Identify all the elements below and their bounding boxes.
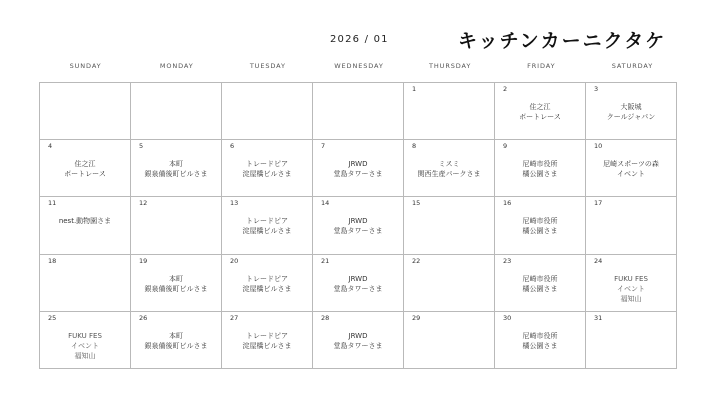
calendar-day-cell[interactable] (222, 255, 313, 312)
calendar-day-cell[interactable] (131, 140, 222, 197)
weekday-friday: FRIDAY (527, 62, 556, 70)
calendar-day-cell[interactable] (313, 140, 404, 197)
event-line: 堂島タワーさま (333, 284, 383, 293)
calendar-day-cell[interactable] (495, 83, 586, 140)
event-line: イベント (617, 284, 645, 293)
weekday-header-row (40, 62, 678, 70)
calendar-day-cell[interactable] (40, 312, 131, 369)
event-line: JRWD (348, 160, 368, 169)
event-line: 淀屋橋ビルさま (242, 227, 292, 236)
calendar-day-cell[interactable] (404, 140, 495, 197)
event-entry (40, 159, 130, 179)
event-entry (313, 331, 403, 351)
event-line: 尼崎スポーツの森 (603, 160, 659, 169)
event-entry (313, 216, 403, 236)
calendar-day-cell[interactable] (313, 83, 404, 140)
day-number: 9 (503, 142, 508, 151)
day-number: 7 (321, 142, 326, 151)
calendar-day-cell[interactable] (313, 197, 404, 254)
day-number: 5 (139, 142, 144, 151)
event-line: 淀屋橋ビルさま (242, 341, 292, 350)
weekday-thursday: THURSDAY (429, 62, 472, 70)
calendar-grid (39, 82, 677, 369)
event-entry (131, 274, 221, 294)
event-line: 橘公園さま (522, 341, 558, 350)
event-line: JRWD (348, 217, 368, 226)
day-number: 21 (321, 256, 330, 265)
event-line: FUKU FES (614, 274, 648, 283)
event-line: ミスミ (438, 160, 460, 169)
month-label: 2026 / 01 (330, 34, 389, 45)
event-line: 福知山 (620, 294, 642, 303)
event-line: ボートレース (64, 170, 106, 179)
event-entry (586, 274, 676, 304)
event-entry (586, 102, 676, 122)
calendar-day-cell[interactable] (404, 83, 495, 140)
event-entry (40, 216, 130, 226)
event-line: ボートレース (519, 113, 561, 121)
day-number: 27 (230, 313, 239, 322)
event-line: クールジャパン (606, 113, 656, 121)
day-number: 14 (321, 199, 330, 208)
event-entry (131, 159, 221, 179)
day-number: 26 (139, 313, 148, 322)
event-line: 銀泉備後町ビルさま (144, 170, 208, 179)
calendar-day-cell[interactable] (404, 255, 495, 312)
event-line: 尼崎市役所 (522, 160, 558, 169)
day-number: 17 (594, 199, 603, 208)
event-entry (222, 274, 312, 294)
day-number: 18 (48, 256, 57, 265)
event-entry (131, 331, 221, 351)
event-entry (495, 102, 585, 122)
event-line: トレードピア (246, 274, 288, 283)
event-line: 福知山 (74, 351, 96, 360)
event-entry (495, 216, 585, 236)
event-entry (586, 159, 676, 179)
calendar-day-cell[interactable] (495, 140, 586, 197)
event-entry (404, 159, 494, 179)
event-line: 堂島タワーさま (333, 170, 383, 179)
calendar-day-cell[interactable] (586, 140, 677, 197)
event-line: トレードピア (246, 160, 288, 169)
day-number: 25 (48, 313, 57, 322)
weekday-saturday: SATURDAY (611, 62, 654, 70)
event-entry (495, 274, 585, 294)
calendar-day-cell[interactable] (40, 197, 131, 254)
event-line: 橘公園さま (522, 170, 558, 179)
day-number: 1 (412, 85, 417, 93)
event-line: FUKU FES (68, 331, 102, 340)
calendar-day-cell[interactable] (131, 312, 222, 369)
calendar-day-cell[interactable] (40, 83, 131, 140)
day-number: 10 (594, 142, 603, 151)
event-entry (313, 159, 403, 179)
event-line: 橘公園さま (522, 284, 558, 293)
day-number: 31 (594, 313, 603, 322)
event-line: トレードピア (246, 331, 288, 340)
day-number: 24 (594, 256, 603, 265)
event-line: 大阪城 (620, 103, 642, 111)
event-line: 住之江 (529, 103, 551, 111)
day-number: 3 (594, 85, 599, 93)
event-line: 本町 (169, 274, 183, 283)
calendar-day-cell[interactable] (222, 140, 313, 197)
event-line: イベント (617, 170, 645, 179)
calendar-day-cell[interactable] (495, 197, 586, 254)
weekday-wednesday: WEDNESDAY (334, 62, 384, 70)
calendar-day-cell[interactable] (586, 197, 677, 254)
calendar-day-cell[interactable] (222, 83, 313, 140)
event-line: イベント (71, 341, 99, 350)
event-line: nest.動物園さま (58, 217, 112, 226)
day-number: 30 (503, 313, 512, 322)
event-line: JRWD (348, 274, 368, 283)
calendar-day-cell[interactable] (586, 312, 677, 369)
event-line: 住之江 (74, 160, 96, 169)
day-number: 6 (230, 142, 235, 151)
day-number: 19 (139, 256, 148, 265)
event-line: 尼崎市役所 (522, 331, 558, 340)
event-entry (313, 274, 403, 294)
weekday-sunday: SUNDAY (69, 62, 102, 70)
event-line: 堂島タワーさま (333, 227, 383, 236)
calendar-day-cell[interactable] (222, 197, 313, 254)
event-line: 淀屋橋ビルさま (242, 284, 292, 293)
weekday-tuesday: TUESDAY (249, 62, 286, 70)
day-number: 16 (503, 199, 512, 208)
calendar-day-cell[interactable] (313, 255, 404, 312)
calendar-day-cell[interactable] (495, 255, 586, 312)
calendar-day-cell[interactable] (404, 197, 495, 254)
event-line: 橘公園さま (522, 227, 558, 236)
calendar-day-cell[interactable] (131, 197, 222, 254)
event-line: 銀泉備後町ビルさま (144, 284, 208, 293)
day-number: 22 (412, 256, 421, 265)
calendar-day-cell[interactable] (40, 140, 131, 197)
event-line: 本町 (169, 160, 183, 169)
event-line: トレードピア (246, 217, 288, 226)
event-line: 銀泉備後町ビルさま (144, 341, 208, 350)
weekday-monday: MONDAY (159, 62, 194, 70)
day-number: 8 (412, 142, 417, 151)
event-line: 淀屋橋ビルさま (242, 170, 292, 179)
day-number: 13 (230, 199, 239, 208)
day-number: 20 (230, 256, 239, 265)
event-entry (222, 159, 312, 179)
calendar-day-cell[interactable] (131, 83, 222, 140)
event-line: 堂島タワーさま (333, 341, 383, 350)
day-number: 12 (139, 199, 148, 208)
event-entry (222, 331, 312, 351)
calendar-day-cell[interactable] (586, 255, 677, 312)
event-line: JRWD (348, 331, 368, 340)
calendar-day-cell[interactable] (131, 255, 222, 312)
day-number: 11 (48, 199, 57, 208)
day-number: 15 (412, 199, 421, 208)
event-entry (40, 331, 130, 361)
event-entry (222, 216, 312, 236)
event-line: 尼崎市役所 (522, 274, 558, 283)
calendar-day-cell[interactable] (313, 312, 404, 369)
event-line: 本町 (169, 331, 183, 340)
event-line: 尼崎市役所 (522, 217, 558, 226)
event-entry (495, 331, 585, 351)
day-number: 23 (503, 256, 512, 265)
calendar-day-cell[interactable] (586, 83, 677, 140)
event-entry (495, 159, 585, 179)
calendar-day-cell[interactable] (40, 255, 131, 312)
calendar-title: キッチンカーニクタケ (458, 30, 667, 52)
calendar-day-cell[interactable] (222, 312, 313, 369)
day-number: 4 (48, 142, 53, 151)
calendar-day-cell[interactable] (404, 312, 495, 369)
day-number: 28 (321, 313, 330, 322)
day-number: 29 (412, 313, 421, 322)
calendar-day-cell[interactable] (495, 312, 586, 369)
day-number: 2 (503, 85, 508, 93)
event-line: 関西生産パークさま (417, 170, 481, 179)
